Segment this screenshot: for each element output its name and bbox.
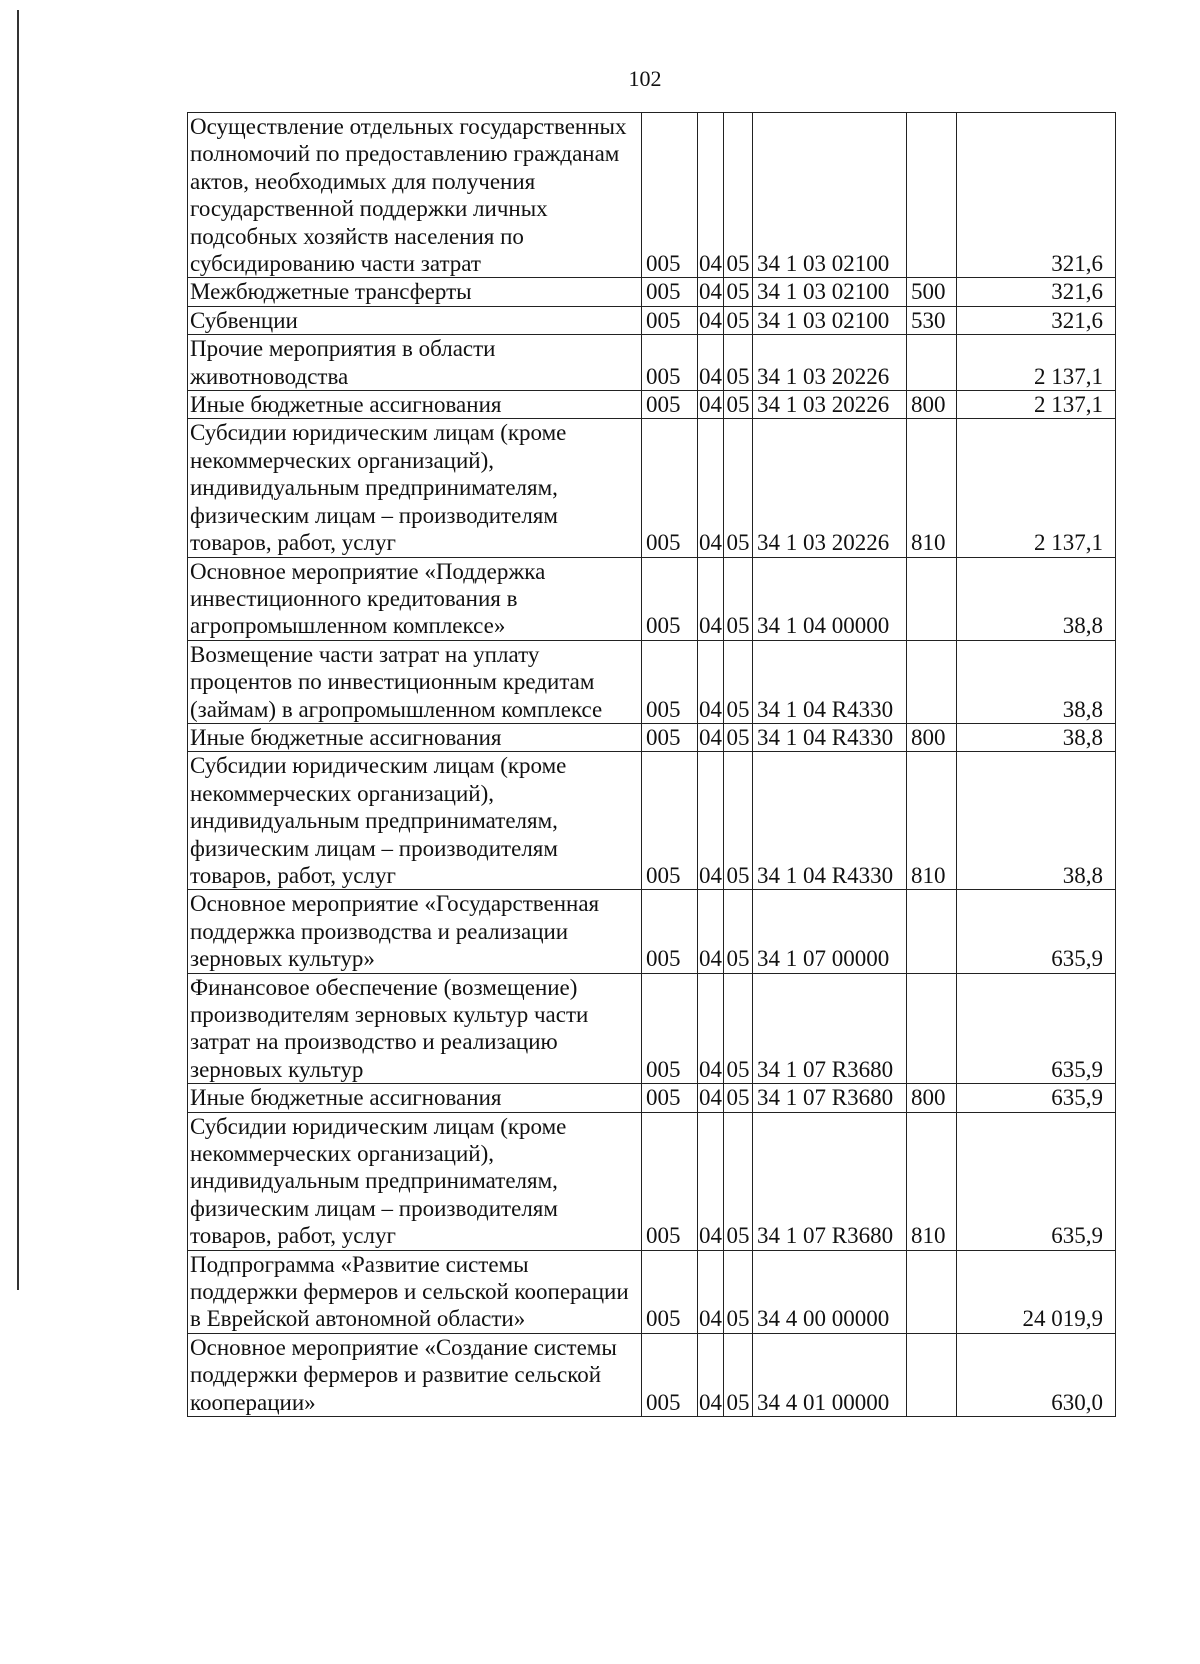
target-article-code-cell: 34 1 03 02100 xyxy=(753,306,907,334)
section-code-cell: 04 xyxy=(698,113,724,278)
subsection-code-cell: 05 xyxy=(724,1112,753,1250)
amount-cell: 2 137,1 xyxy=(957,391,1116,419)
section-code-cell: 04 xyxy=(698,752,724,890)
ministry-code-cell: 005 xyxy=(642,335,698,391)
row-name-cell: Осуществление отдельных государственных полномочий по предоставлению гражданам актов, необходимых для получения государственной поддержки личных подсобных хозяйств населения по субсидированию части затрат xyxy=(188,113,642,278)
table-row xyxy=(188,1250,1116,1333)
row-name-cell: Прочие мероприятия в области животноводства xyxy=(188,335,642,391)
subsection-code-cell: 05 xyxy=(724,335,753,391)
target-article-code-cell: 34 1 07 R3680 xyxy=(753,973,907,1084)
ministry-code-cell: 005 xyxy=(642,890,698,973)
section-code-cell: 04 xyxy=(698,419,724,557)
amount-cell: 38,8 xyxy=(957,557,1116,640)
target-article-code-cell: 34 1 03 02100 xyxy=(753,113,907,278)
table-row xyxy=(188,1084,1116,1112)
amount-cell: 321,6 xyxy=(957,306,1116,334)
row-name-cell: Возмещение части затрат на уплату процентов по инвестиционным кредитам (займам) в агропромышленном комплексе xyxy=(188,640,642,723)
subsection-code-cell: 05 xyxy=(724,419,753,557)
ministry-code-cell: 005 xyxy=(642,419,698,557)
row-name-cell: Иные бюджетные ассигнования xyxy=(188,723,642,751)
ministry-code-cell: 005 xyxy=(642,723,698,751)
amount-cell: 635,9 xyxy=(957,1112,1116,1250)
table-row xyxy=(188,419,1116,557)
subsection-code-cell: 05 xyxy=(724,890,753,973)
table-row xyxy=(188,335,1116,391)
target-article-code-cell: 34 1 07 R3680 xyxy=(753,1084,907,1112)
subsection-code-cell: 05 xyxy=(724,752,753,890)
amount-cell: 2 137,1 xyxy=(957,419,1116,557)
ministry-code-cell: 005 xyxy=(642,1112,698,1250)
ministry-code-cell: 005 xyxy=(642,557,698,640)
target-article-code-cell: 34 1 07 00000 xyxy=(753,890,907,973)
subsection-code-cell: 05 xyxy=(724,723,753,751)
target-article-code-cell: 34 1 04 00000 xyxy=(753,557,907,640)
section-code-cell: 04 xyxy=(698,1333,724,1416)
amount-cell: 321,6 xyxy=(957,278,1116,306)
expense-type-code-cell xyxy=(907,640,957,723)
budget-table-body xyxy=(188,113,1116,1417)
row-name-cell: Основное мероприятие «Создание системы поддержки фермеров и развитие сельской кооперации» xyxy=(188,1333,642,1416)
ministry-code-cell: 005 xyxy=(642,113,698,278)
amount-cell: 630,0 xyxy=(957,1333,1116,1416)
target-article-code-cell: 34 1 03 20226 xyxy=(753,391,907,419)
expense-type-code-cell: 530 xyxy=(907,306,957,334)
table-row xyxy=(188,973,1116,1084)
ministry-code-cell: 005 xyxy=(642,1333,698,1416)
subsection-code-cell: 05 xyxy=(724,391,753,419)
section-code-cell: 04 xyxy=(698,557,724,640)
amount-cell: 38,8 xyxy=(957,640,1116,723)
target-article-code-cell: 34 1 03 20226 xyxy=(753,335,907,391)
section-code-cell: 04 xyxy=(698,640,724,723)
expense-type-code-cell: 800 xyxy=(907,391,957,419)
table-row xyxy=(188,306,1116,334)
ministry-code-cell: 005 xyxy=(642,640,698,723)
ministry-code-cell: 005 xyxy=(642,1084,698,1112)
target-article-code-cell: 34 1 04 R4330 xyxy=(753,640,907,723)
row-name-cell: Иные бюджетные ассигнования xyxy=(188,391,642,419)
row-name-cell: Финансовое обеспечение (возмещение) производителям зерновых культур части затрат на производство и реализацию зерновых культур xyxy=(188,973,642,1084)
expense-type-code-cell xyxy=(907,1250,957,1333)
row-name-cell: Субсидии юридическим лицам (кроме некоммерческих организаций), индивидуальным предпринимателям, физическим лицам – производителям товаров, работ, услуг xyxy=(188,752,642,890)
table-row xyxy=(188,1333,1116,1416)
table-row xyxy=(188,640,1116,723)
subsection-code-cell: 05 xyxy=(724,1333,753,1416)
amount-cell: 635,9 xyxy=(957,890,1116,973)
target-article-code-cell: 34 1 07 R3680 xyxy=(753,1112,907,1250)
target-article-code-cell: 34 1 03 20226 xyxy=(753,419,907,557)
target-article-code-cell: 34 1 03 02100 xyxy=(753,278,907,306)
amount-cell: 38,8 xyxy=(957,752,1116,890)
section-code-cell: 04 xyxy=(698,973,724,1084)
amount-cell: 635,9 xyxy=(957,973,1116,1084)
expense-type-code-cell xyxy=(907,113,957,278)
ministry-code-cell: 005 xyxy=(642,1250,698,1333)
row-name-cell: Субвенции xyxy=(188,306,642,334)
row-name-cell: Межбюджетные трансферты xyxy=(188,278,642,306)
section-code-cell: 04 xyxy=(699,724,722,750)
table-row xyxy=(188,557,1116,640)
expense-type-code-cell: 800 xyxy=(907,1084,957,1112)
row-name-cell: Субсидии юридическим лицам (кроме некоммерческих организаций), индивидуальным предпринимателям, физическим лицам – производителям товаров, работ, услуг xyxy=(188,419,642,557)
amount-cell: 321,6 xyxy=(957,113,1116,278)
section-code-cell: 04 xyxy=(699,1085,722,1111)
expense-type-code-cell: 800 xyxy=(907,723,957,751)
table-row xyxy=(188,1112,1116,1250)
table-row xyxy=(188,723,1116,751)
section-code-cell: 04 xyxy=(698,890,724,973)
binding-margin-line xyxy=(17,10,19,1290)
expense-type-code-cell: 810 xyxy=(907,752,957,890)
amount-cell: 38,8 xyxy=(957,723,1116,751)
row-name-cell: Иные бюджетные ассигнования xyxy=(188,1084,642,1112)
expense-type-code-cell: 810 xyxy=(907,1112,957,1250)
target-article-code-cell: 34 1 04 R4330 xyxy=(753,723,907,751)
budget-table xyxy=(187,112,1116,1417)
row-name-cell: Основное мероприятие «Государственная поддержка производства и реализации зерновых культур» xyxy=(188,890,642,973)
page-number: 102 xyxy=(628,66,662,91)
ministry-code-cell: 005 xyxy=(642,973,698,1084)
section-code-cell: 04 xyxy=(698,1250,724,1333)
target-article-code-cell: 34 4 00 00000 xyxy=(753,1250,907,1333)
subsection-code-cell: 05 xyxy=(724,640,753,723)
expense-type-code-cell xyxy=(907,1333,957,1416)
table-row xyxy=(188,890,1116,973)
subsection-code-cell: 05 xyxy=(724,278,753,306)
amount-cell: 24 019,9 xyxy=(957,1250,1116,1333)
subsection-code-cell: 05 xyxy=(724,557,753,640)
subsection-code-cell: 05 xyxy=(724,306,753,334)
amount-cell: 2 137,1 xyxy=(957,335,1116,391)
row-name-cell: Подпрограмма «Развитие системы поддержки фермеров и сельской кооперации в Еврейской автономной области» xyxy=(188,1250,642,1333)
amount-cell: 635,9 xyxy=(957,1084,1116,1112)
row-name-cell: Субсидии юридическим лицам (кроме некоммерческих организаций), индивидуальным предпринимателям, физическим лицам – производителям товаров, работ, услуг xyxy=(188,1112,642,1250)
section-code-cell: 04 xyxy=(699,279,722,305)
expense-type-code-cell: 500 xyxy=(907,278,957,306)
ministry-code-cell: 005 xyxy=(642,752,698,890)
expense-type-code-cell: 810 xyxy=(907,419,957,557)
ministry-code-cell: 005 xyxy=(642,278,698,306)
subsection-code-cell: 05 xyxy=(724,1084,753,1112)
table-row xyxy=(188,113,1116,278)
section-code-cell: 04 xyxy=(699,307,722,333)
row-name-cell: Основное мероприятие «Поддержка инвестиционного кредитования в агропромышленном комплексе» xyxy=(188,557,642,640)
ministry-code-cell: 005 xyxy=(642,306,698,334)
ministry-code-cell: 005 xyxy=(642,391,698,419)
subsection-code-cell: 05 xyxy=(724,973,753,1084)
section-code-cell: 04 xyxy=(698,1112,724,1250)
table-row xyxy=(188,752,1116,890)
section-code-cell: 04 xyxy=(699,392,722,418)
table-row xyxy=(188,391,1116,419)
table-row xyxy=(188,278,1116,306)
expense-type-code-cell xyxy=(907,890,957,973)
target-article-code-cell: 34 1 04 R4330 xyxy=(753,752,907,890)
subsection-code-cell: 05 xyxy=(724,113,753,278)
expense-type-code-cell xyxy=(907,335,957,391)
expense-type-code-cell xyxy=(907,973,957,1084)
section-code-cell: 04 xyxy=(698,335,724,391)
expense-type-code-cell xyxy=(907,557,957,640)
target-article-code-cell: 34 4 01 00000 xyxy=(753,1333,907,1416)
subsection-code-cell: 05 xyxy=(724,1250,753,1333)
